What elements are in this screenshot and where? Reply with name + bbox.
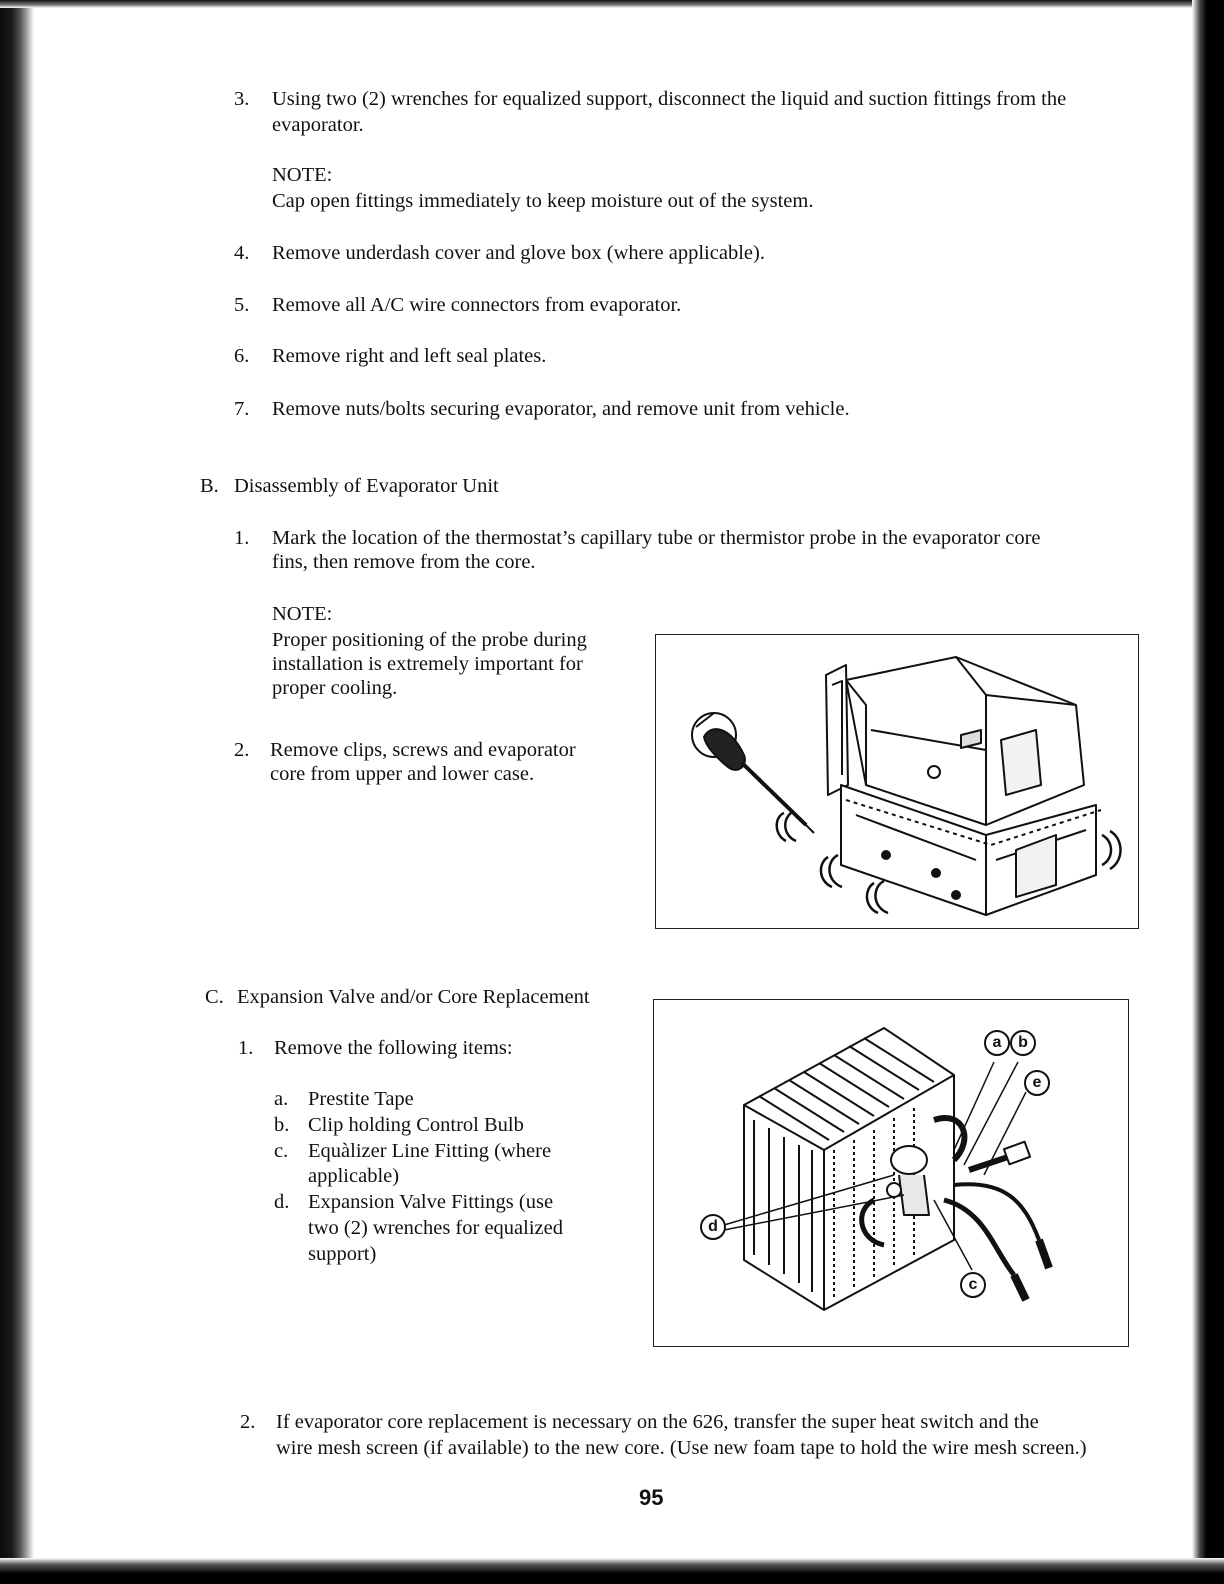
step-text: Remove the following items: bbox=[274, 1037, 513, 1059]
step-text: wire mesh screen (if available) to the new core. (Use new foam tape to hold the wire mesh screen.) bbox=[276, 1437, 1087, 1459]
step-text: Remove underdash cover and glove box (where applicable). bbox=[272, 242, 765, 264]
step-text: core from upper and lower case. bbox=[270, 763, 535, 785]
scan-left-edge bbox=[0, 0, 34, 1584]
note-text: Cap open fittings immediately to keep moisture out of the system. bbox=[272, 190, 814, 212]
section-letter: B. bbox=[200, 475, 219, 497]
expansion-valve-figure bbox=[653, 999, 1129, 1347]
evaporator-case-illustration bbox=[656, 635, 1138, 928]
callout-d: d bbox=[700, 1214, 726, 1240]
list-item-text: applicable) bbox=[308, 1165, 400, 1187]
list-item-text: Prestite Tape bbox=[308, 1088, 414, 1110]
scan-top-edge bbox=[0, 0, 1224, 8]
list-item-letter: c. bbox=[274, 1140, 289, 1162]
callout-e: e bbox=[1024, 1070, 1050, 1096]
list-item-text: two (2) wrenches for equalized bbox=[308, 1217, 563, 1239]
step-text: Remove nuts/bolts securing evaporator, and remove unit from vehicle. bbox=[272, 398, 850, 420]
step-number: 2. bbox=[234, 739, 250, 761]
note-label: NOTE: bbox=[272, 164, 333, 186]
list-item-letter: b. bbox=[274, 1114, 290, 1136]
step-number: 6. bbox=[234, 345, 250, 367]
callout-a: a bbox=[984, 1030, 1010, 1056]
scan-right-edge bbox=[1192, 0, 1224, 1584]
step-text: Remove all A/C wire connectors from evaporator. bbox=[272, 294, 682, 316]
callout-c: c bbox=[960, 1272, 986, 1298]
step-text: fins, then remove from the core. bbox=[272, 551, 536, 573]
step-number: 2. bbox=[240, 1411, 256, 1433]
note-text: proper cooling. bbox=[272, 677, 398, 699]
step-text: If evaporator core replacement is necessary on the 626, transfer the super heat switch and the bbox=[276, 1411, 1039, 1433]
note-label: NOTE: bbox=[272, 603, 333, 625]
list-item-text: Expansion Valve Fittings (use bbox=[308, 1191, 554, 1213]
evaporator-case-figure bbox=[655, 634, 1139, 929]
step-number: 4. bbox=[234, 242, 250, 264]
list-item-letter: a. bbox=[274, 1088, 289, 1110]
scan-bottom-edge bbox=[0, 1558, 1224, 1584]
note-text: installation is extremely important for bbox=[272, 653, 583, 675]
note-text: Proper positioning of the probe during bbox=[272, 629, 587, 651]
step-number: 5. bbox=[234, 294, 250, 316]
list-item-text: Equàlizer Line Fitting (where bbox=[308, 1140, 552, 1162]
list-item-text: support) bbox=[308, 1243, 377, 1265]
step-text: Remove right and left seal plates. bbox=[272, 345, 547, 367]
step-number: 3. bbox=[234, 88, 250, 110]
step-number: 1. bbox=[238, 1037, 254, 1059]
step-number: 7. bbox=[234, 398, 250, 420]
list-item-text: Clip holding Control Bulb bbox=[308, 1114, 524, 1136]
callout-b: b bbox=[1010, 1030, 1036, 1056]
step-text: Mark the location of the thermostat’s capillary tube or thermistor probe in the evaporator core bbox=[272, 527, 1041, 549]
section-letter: C. bbox=[205, 986, 224, 1008]
page-number: 95 bbox=[639, 1485, 664, 1510]
step-number: 1. bbox=[234, 527, 250, 549]
step-text: evaporator. bbox=[272, 114, 364, 136]
list-item-letter: d. bbox=[274, 1191, 290, 1213]
step-text: Remove clips, screws and evaporator bbox=[270, 739, 576, 761]
section-heading: Disassembly of Evaporator Unit bbox=[234, 475, 499, 497]
step-text: Using two (2) wrenches for equalized support, disconnect the liquid and suction fittings from the bbox=[272, 88, 1067, 110]
section-heading: Expansion Valve and/or Core Replacement bbox=[237, 986, 590, 1008]
